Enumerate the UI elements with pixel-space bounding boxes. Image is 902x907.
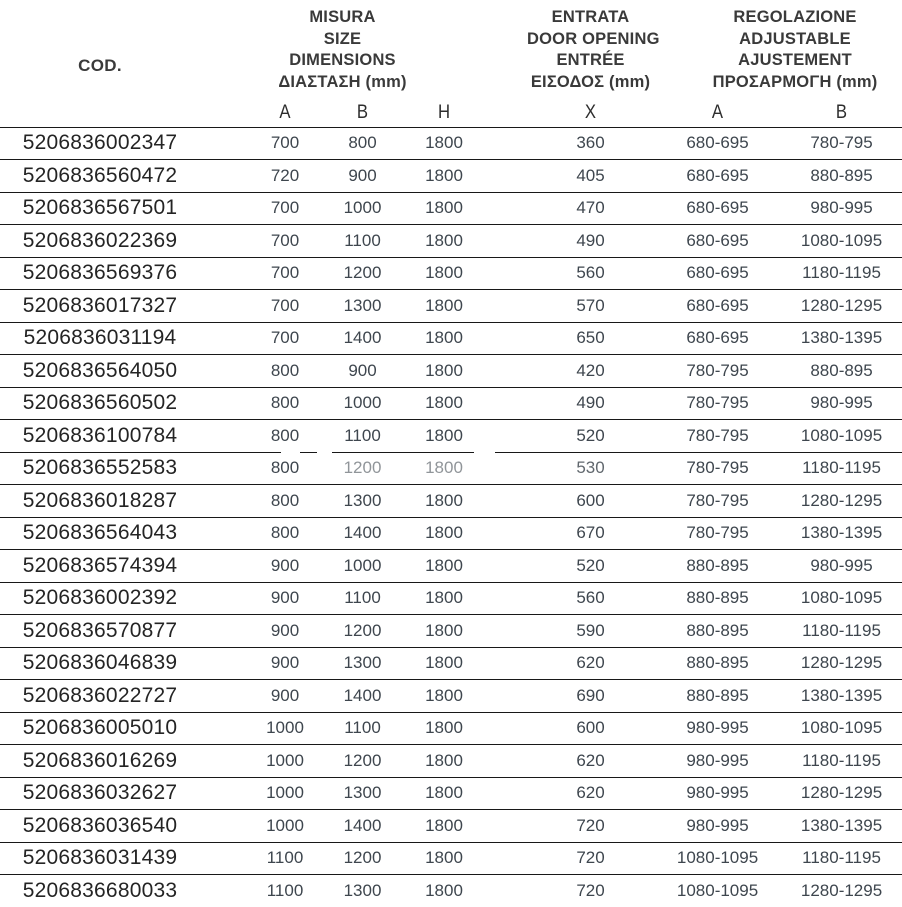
spacer [200, 257, 245, 290]
table-row [0, 875, 902, 907]
adjust-a-cell: 680-695 [654, 257, 781, 290]
adjust-a-cell: 780-795 [654, 355, 781, 388]
adjust-b-cell: 1180-1195 [781, 257, 902, 290]
header-line: ADJUSTABLE [739, 29, 851, 48]
opening-x-cell: 720 [527, 810, 654, 843]
size-a-cell: 800 [245, 485, 325, 518]
header-line: MISURA [309, 8, 376, 26]
adjust-a-cell: 980-995 [654, 712, 781, 745]
size-b-cell: 1400 [325, 680, 400, 713]
adjust-b-cell: 1180-1195 [781, 452, 902, 485]
table-row [0, 485, 902, 518]
size-b-cell: 1300 [325, 290, 400, 323]
opening-x-cell: 470 [527, 192, 654, 225]
size-a-cell: 720 [245, 160, 325, 193]
size-b-cell: 1200 [325, 452, 400, 485]
adjust-a-cell: 1080-1095 [654, 875, 781, 907]
opening-x-cell: 720 [527, 875, 654, 907]
size-h-cell: 1800 [400, 192, 488, 225]
code-cell: 5206836031194 [0, 322, 200, 355]
spacer [200, 127, 245, 160]
spacer [200, 485, 245, 518]
table-row [0, 322, 902, 355]
size-h-cell: 1800 [400, 647, 488, 680]
code-cell: 5206836100784 [0, 420, 200, 453]
spacer [200, 745, 245, 778]
spacer [200, 387, 245, 420]
spacer [488, 225, 527, 258]
opening-x-cell: 620 [527, 647, 654, 680]
size-a-cell: 1000 [245, 745, 325, 778]
adjust-b-cell: 1180-1195 [781, 745, 902, 778]
code-cell: 5206836031439 [0, 842, 200, 875]
table-row [0, 420, 902, 453]
code-cell: 5206836032627 [0, 777, 200, 810]
spacer [200, 582, 245, 615]
size-b-cell: 1400 [325, 322, 400, 355]
adjust-b-cell: 980-995 [781, 192, 902, 225]
adjust-b-cell: 1280-1295 [781, 777, 902, 810]
entrata-header-lines [527, 0, 660, 93]
header-line: REGOLAZIONE [733, 8, 857, 26]
spacer [200, 647, 245, 680]
size-b-cell: 1300 [325, 875, 400, 907]
adjust-b-cell: 1180-1195 [781, 842, 902, 875]
size-a-cell: 900 [245, 680, 325, 713]
code-cell: 5206836002392 [0, 582, 200, 615]
spacer [12, 100, 188, 127]
adjust-b-cell: 980-995 [781, 550, 902, 583]
adjust-a-cell: 880-895 [654, 615, 781, 648]
size-a-cell: 700 [245, 192, 325, 225]
spacer [200, 192, 245, 225]
size-a-cell: 900 [245, 615, 325, 648]
adjust-a-cell: 680-695 [654, 322, 781, 355]
adjust-a-cell: 1080-1095 [654, 842, 781, 875]
size-b-cell: 1300 [325, 485, 400, 518]
opening-x-cell: 690 [527, 680, 654, 713]
size-h-cell: 1800 [400, 452, 488, 485]
column-group-misura [245, 0, 488, 100]
table-row [0, 810, 902, 843]
header-sub-row [0, 100, 902, 127]
header-line: AJUSTEMENT [738, 51, 852, 69]
spacer [488, 420, 527, 453]
code-cell: 5206836564043 [0, 517, 200, 550]
spacer [488, 842, 527, 875]
size-h-cell: 1800 [400, 517, 488, 550]
spacer [488, 127, 527, 160]
size-a-cell: 800 [245, 517, 325, 550]
size-b-cell: 1400 [325, 810, 400, 843]
adjust-a-cell: 780-795 [654, 420, 781, 453]
header-line: SIZE [323, 29, 362, 48]
table-row [0, 777, 902, 810]
header-line: DIMENSIONS [289, 51, 396, 69]
adjust-a-cell: 980-995 [654, 810, 781, 843]
column-header-cod: COD. [78, 56, 122, 75]
size-b-cell: 1100 [325, 420, 400, 453]
adjust-b-cell: 1080-1095 [781, 582, 902, 615]
header-line: ENTRATA [551, 8, 630, 26]
column-group-regolazione [654, 0, 902, 100]
adjust-b-cell: 1080-1095 [781, 225, 902, 258]
size-h-cell: 1800 [400, 875, 488, 907]
header-group-row [0, 0, 902, 100]
spacer [488, 387, 527, 420]
table-row [0, 712, 902, 745]
spacer [200, 550, 245, 583]
opening-x-cell: 360 [527, 127, 654, 160]
spacer [488, 322, 527, 355]
adjust-a-cell: 980-995 [654, 777, 781, 810]
spacer [488, 160, 527, 193]
table-row [0, 842, 902, 875]
spacer [200, 712, 245, 745]
table-header [0, 0, 902, 127]
opening-x-cell: 560 [527, 257, 654, 290]
code-cell: 5206836574394 [0, 550, 200, 583]
adjust-b-cell: 1080-1095 [781, 712, 902, 745]
spacer [200, 355, 245, 388]
size-a-cell: 900 [245, 550, 325, 583]
size-h-cell: 1800 [400, 582, 488, 615]
table-row [0, 550, 902, 583]
spacer [488, 485, 527, 518]
code-cell: 5206836016269 [0, 745, 200, 778]
size-a-cell: 700 [245, 127, 325, 160]
spacer [488, 550, 527, 583]
adjust-a-cell: 780-795 [654, 387, 781, 420]
adjust-a-cell: 680-695 [654, 160, 781, 193]
adjust-a-cell: 880-895 [654, 582, 781, 615]
spacer [200, 615, 245, 648]
size-b-cell: 1200 [325, 842, 400, 875]
size-a-cell: 1000 [245, 810, 325, 843]
code-cell: 5206836680033 [0, 875, 200, 907]
table-row [0, 387, 902, 420]
size-h-cell: 1800 [400, 257, 488, 290]
spacer [200, 452, 245, 485]
size-a-cell: 700 [245, 225, 325, 258]
size-a-cell: 800 [245, 387, 325, 420]
code-cell: 5206836552583 [0, 452, 200, 485]
size-a-cell: 1000 [245, 712, 325, 745]
opening-x-cell: 600 [527, 485, 654, 518]
spacer [200, 0, 245, 100]
size-a-cell: 1000 [245, 777, 325, 810]
size-b-cell: 1000 [325, 192, 400, 225]
opening-x-cell: 600 [527, 712, 654, 745]
size-b-cell: 900 [325, 355, 400, 388]
adjust-a-cell: 780-795 [654, 452, 781, 485]
regolazione-header-lines [654, 0, 902, 93]
adjust-b-cell: 1380-1395 [781, 517, 902, 550]
opening-x-cell: 405 [527, 160, 654, 193]
table-row [0, 517, 902, 550]
opening-x-cell: 490 [527, 387, 654, 420]
subheader-opening-x: X [584, 102, 597, 124]
opening-x-cell: 490 [527, 225, 654, 258]
spacer [488, 0, 527, 100]
spacer [488, 875, 527, 907]
size-b-cell: 1300 [325, 777, 400, 810]
header-line: ΠΡΟΣΑΡΜΟΓΗ (mm) [712, 72, 878, 91]
size-b-cell: 1300 [325, 647, 400, 680]
code-cell: 5206836570877 [0, 615, 200, 648]
adjust-b-cell: 1280-1295 [781, 875, 902, 907]
adjust-a-cell: 880-895 [654, 550, 781, 583]
spacer [488, 745, 527, 778]
code-cell: 5206836567501 [0, 192, 200, 225]
subheader-adjust-b: B [835, 102, 848, 124]
adjust-b-cell: 880-895 [781, 355, 902, 388]
size-b-cell: 1000 [325, 550, 400, 583]
size-h-cell: 1800 [400, 712, 488, 745]
table-row [0, 615, 902, 648]
size-b-cell: 1200 [325, 615, 400, 648]
spacer [488, 680, 527, 713]
spacer [200, 420, 245, 453]
header-line: ΔΙΑΣΤΑΣΗ (mm) [278, 72, 407, 91]
spacer [200, 322, 245, 355]
table-row [0, 355, 902, 388]
spacer [488, 517, 527, 550]
code-cell: 5206836002347 [0, 127, 200, 160]
spacer [488, 452, 527, 485]
spacer [488, 582, 527, 615]
size-h-cell: 1800 [400, 842, 488, 875]
subheader-adjust-a: A [711, 102, 724, 124]
table-row [0, 192, 902, 225]
table-row [0, 127, 902, 160]
spacer [490, 100, 524, 127]
code-cell: 5206836569376 [0, 257, 200, 290]
adjust-a-cell: 680-695 [654, 290, 781, 323]
subheader-size-h: H [437, 102, 451, 124]
code-cell: 5206836046839 [0, 647, 200, 680]
subheader-size-a: A [279, 102, 291, 124]
opening-x-cell: 620 [527, 777, 654, 810]
code-cell: 5206836005010 [0, 712, 200, 745]
size-a-cell: 800 [245, 452, 325, 485]
size-h-cell: 1800 [400, 777, 488, 810]
table-body [0, 127, 902, 907]
size-b-cell: 1100 [325, 225, 400, 258]
size-b-cell: 900 [325, 160, 400, 193]
adjust-a-cell: 780-795 [654, 485, 781, 518]
spacer [200, 842, 245, 875]
header-line: DOOR OPENING [527, 29, 660, 48]
spacer [488, 777, 527, 810]
adjust-b-cell: 1280-1295 [781, 290, 902, 323]
code-cell: 5206836564050 [0, 355, 200, 388]
opening-x-cell: 720 [527, 842, 654, 875]
header-line: ENTRÉE [556, 51, 625, 69]
table-row [0, 745, 902, 778]
spacer [200, 810, 245, 843]
size-a-cell: 900 [245, 647, 325, 680]
code-cell: 5206836560472 [0, 160, 200, 193]
spacer [200, 777, 245, 810]
spacer [488, 355, 527, 388]
spacer [488, 647, 527, 680]
size-a-cell: 1100 [245, 875, 325, 907]
opening-x-cell: 520 [527, 420, 654, 453]
code-cell: 5206836017327 [0, 290, 200, 323]
adjust-a-cell: 880-895 [654, 647, 781, 680]
adjust-b-cell: 1380-1395 [781, 680, 902, 713]
size-a-cell: 700 [245, 290, 325, 323]
size-h-cell: 1800 [400, 322, 488, 355]
opening-x-cell: 650 [527, 322, 654, 355]
spacer [488, 290, 527, 323]
spacer [203, 100, 243, 127]
size-h-cell: 1800 [400, 225, 488, 258]
size-h-cell: 1800 [400, 355, 488, 388]
column-group-entrata [527, 0, 660, 100]
adjust-a-cell: 980-995 [654, 745, 781, 778]
size-h-cell: 1800 [400, 290, 488, 323]
code-cell: 5206836022727 [0, 680, 200, 713]
code-cell: 5206836560502 [0, 387, 200, 420]
size-h-cell: 1800 [400, 387, 488, 420]
opening-x-cell: 670 [527, 517, 654, 550]
size-h-cell: 1800 [400, 550, 488, 583]
spacer [488, 810, 527, 843]
adjust-a-cell: 680-695 [654, 225, 781, 258]
adjust-a-cell: 780-795 [654, 517, 781, 550]
table-row [0, 160, 902, 193]
opening-x-cell: 520 [527, 550, 654, 583]
size-b-cell: 1200 [325, 745, 400, 778]
size-h-cell: 1800 [400, 615, 488, 648]
table-row [0, 225, 902, 258]
adjust-a-cell: 880-895 [654, 680, 781, 713]
spacer [200, 517, 245, 550]
size-a-cell: 900 [245, 582, 325, 615]
adjust-b-cell: 780-795 [781, 127, 902, 160]
code-cell: 5206836018287 [0, 485, 200, 518]
spacer [200, 875, 245, 907]
opening-x-cell: 560 [527, 582, 654, 615]
spacer [200, 680, 245, 713]
size-b-cell: 800 [325, 127, 400, 160]
adjust-b-cell: 1280-1295 [781, 647, 902, 680]
adjust-b-cell: 1180-1195 [781, 615, 902, 648]
size-h-cell: 1800 [400, 485, 488, 518]
size-h-cell: 1800 [400, 160, 488, 193]
adjust-b-cell: 1080-1095 [781, 420, 902, 453]
header-line: ΕΙΣΟΔΟΣ (mm) [530, 72, 651, 91]
size-b-cell: 1400 [325, 517, 400, 550]
spacer [488, 712, 527, 745]
adjust-a-cell: 680-695 [654, 192, 781, 225]
size-a-cell: 1100 [245, 842, 325, 875]
size-b-cell: 1000 [325, 387, 400, 420]
opening-x-cell: 530 [527, 452, 654, 485]
size-a-cell: 800 [245, 355, 325, 388]
subheader-size-b: B [356, 102, 369, 124]
spacer [488, 257, 527, 290]
size-h-cell: 1800 [400, 745, 488, 778]
table-row [0, 290, 902, 323]
opening-x-cell: 420 [527, 355, 654, 388]
adjust-b-cell: 1280-1295 [781, 485, 902, 518]
opening-x-cell: 590 [527, 615, 654, 648]
adjust-b-cell: 1380-1395 [781, 322, 902, 355]
spacer [200, 290, 245, 323]
size-h-cell: 1800 [400, 680, 488, 713]
opening-x-cell: 570 [527, 290, 654, 323]
adjust-a-cell: 680-695 [654, 127, 781, 160]
table-row [0, 647, 902, 680]
adjust-b-cell: 880-895 [781, 160, 902, 193]
table-row [0, 680, 902, 713]
size-h-cell: 1800 [400, 127, 488, 160]
size-a-cell: 700 [245, 322, 325, 355]
code-cell: 5206836036540 [0, 810, 200, 843]
spacer [200, 225, 245, 258]
adjust-b-cell: 1380-1395 [781, 810, 902, 843]
code-cell: 5206836022369 [0, 225, 200, 258]
size-b-cell: 1200 [325, 257, 400, 290]
table-row [0, 582, 902, 615]
size-h-cell: 1800 [400, 420, 488, 453]
size-a-cell: 700 [245, 257, 325, 290]
table-row [0, 452, 902, 485]
table-row [0, 257, 902, 290]
adjust-b-cell: 980-995 [781, 387, 902, 420]
size-b-cell: 1100 [325, 712, 400, 745]
spacer [488, 615, 527, 648]
spacer [200, 160, 245, 193]
size-b-cell: 1100 [325, 582, 400, 615]
size-h-cell: 1800 [400, 810, 488, 843]
misura-header-lines [245, 0, 488, 93]
opening-x-cell: 620 [527, 745, 654, 778]
size-a-cell: 800 [245, 420, 325, 453]
spacer [488, 192, 527, 225]
